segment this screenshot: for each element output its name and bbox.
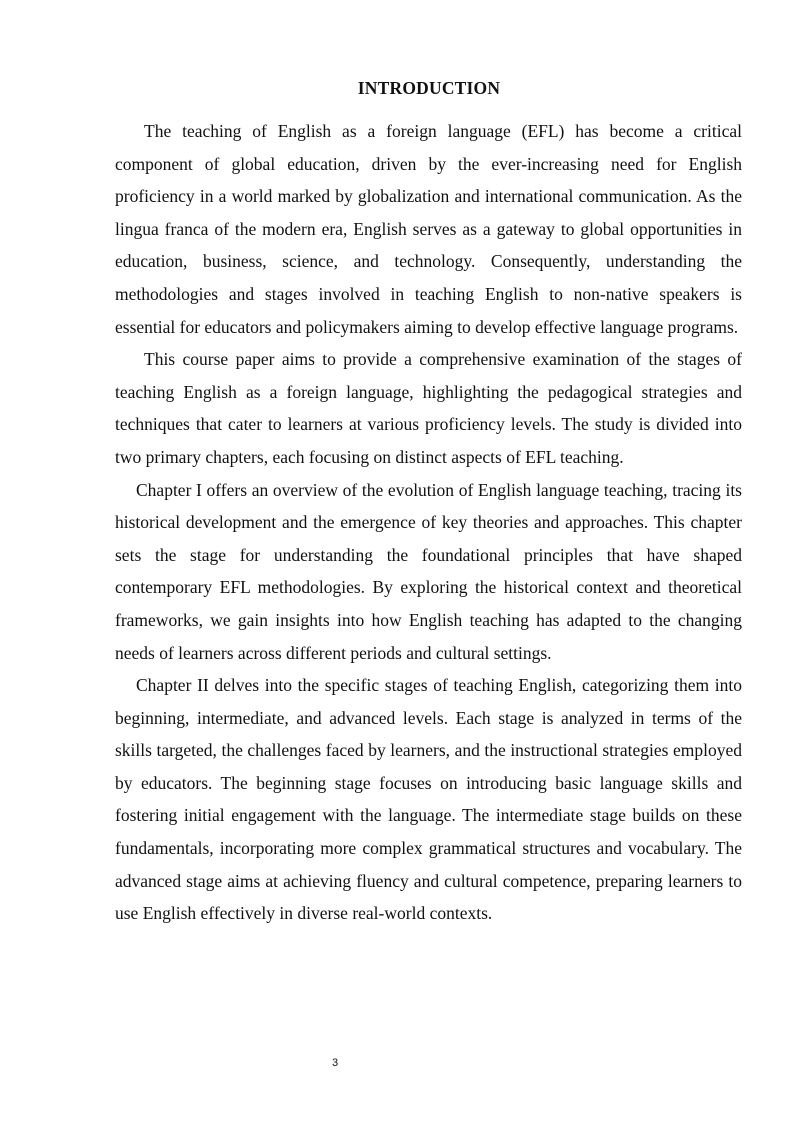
section-title: INTRODUCTION bbox=[357, 78, 501, 98]
page-number: 3 bbox=[331, 1057, 339, 1069]
paragraph-chapter-one: Chapter I offers an overview of the evolution of English language teaching, tracing its historical development and the emergence of key theories and approaches. This chapter sets the stage for understanding the foundational principles that have shaped contemporary EFL methodologies. By exploring the historical context and theoretical frameworks, we gain insights into how English teaching has adapted to the changing needs of learners across different periods and cultural settings. bbox=[115, 479, 742, 663]
paragraph-chapter-two: Chapter II delves into the specific stages of teaching English, categorizing them into beginning, intermediate, and advanced levels. Each stage is analyzed in terms of the skills targeted, the challenges faced by learners, and the instructional strategies employed by educators. The beginning stage focuses on introducing basic language skills and fostering initial engagement with the language. The intermediate stage builds on these fundamentals, incorporating more complex grammatical structures and vocabulary. The advanced stage aims at achieving fluency and cultural competence, preparing learners to use English effectively in diverse real-world contexts. bbox=[115, 675, 742, 924]
body-text bbox=[115, 115, 742, 930]
paragraph-efl-overview: The teaching of English as a foreign language (EFL) has become a critical component of global education, driven by the ever-increasing need for English proficiency in a world marked by globalization and international communication. As the lingua franca of the modern era, English serves as a gateway to global opportunities in education, business, science, and technology. Consequently, understanding the methodologies and stages involved in teaching English to non-native speakers is essential for educators and policymakers aiming to develop effective language programs. bbox=[115, 121, 742, 337]
paragraph-course-aim: This course paper aims to provide a comprehensive examination of the stages of teaching English as a foreign language, highlighting the pedagogical strategies and techniques that cater to learners at various proficiency levels. The study is divided into two primary chapters, each focusing on distinct aspects of EFL teaching. bbox=[115, 349, 742, 467]
